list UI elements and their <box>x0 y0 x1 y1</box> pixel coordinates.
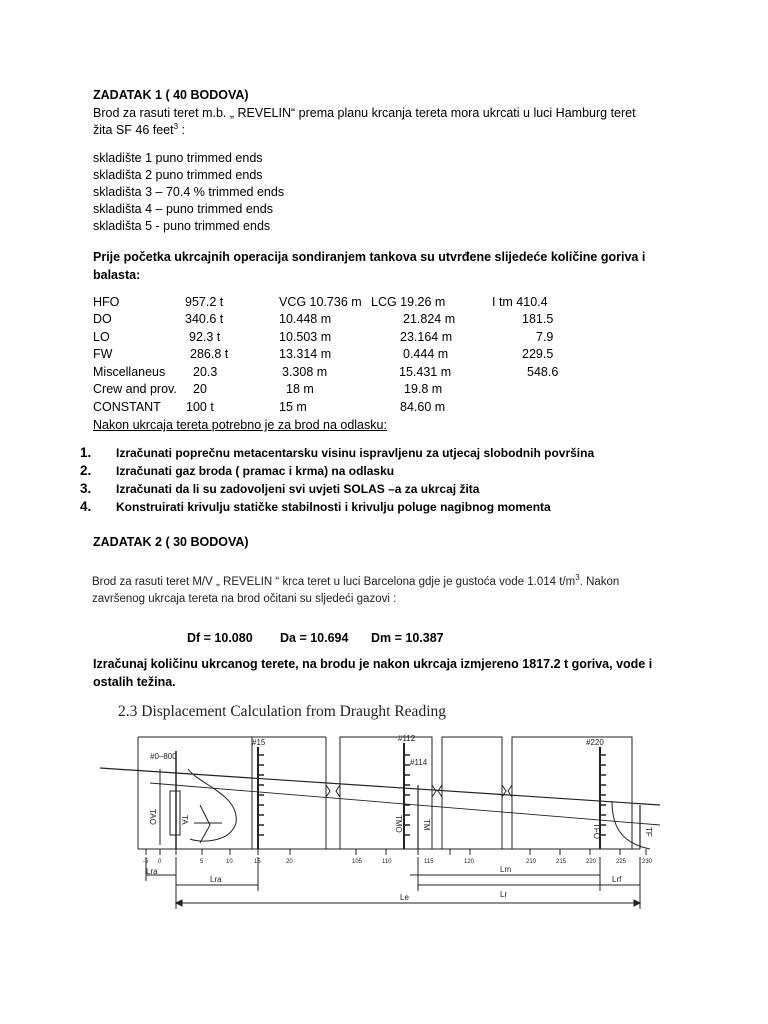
figure-label-frame114: #114 <box>410 758 428 767</box>
table-cell: LO <box>93 330 110 344</box>
figure-label-tfo: TFO <box>592 823 601 839</box>
table-cell: 13.314 m <box>279 347 332 361</box>
figure-label-lm: Lm <box>500 865 512 874</box>
axis-tick-label: 105 <box>352 859 363 865</box>
figure-label-aft-frame: #0–800 <box>150 752 177 761</box>
task-text: Izračunati poprečnu metacentarsku visinu ispravljenu za utjecaj slobodnih površina <box>116 446 595 460</box>
table-cell: 10.503 m <box>279 330 332 344</box>
table-cell: 21.824 m <box>403 312 456 326</box>
figure-label-frame220: #220 <box>586 738 604 747</box>
figure-title: 2.3 Displacement Calculation from Draught Reading <box>118 703 446 720</box>
figure-label-tm: TM <box>422 819 431 831</box>
table-cell: CONSTANT <box>93 400 161 414</box>
table-cell: I tm 410.4 <box>492 295 548 309</box>
figure-label-lrf: Lrf <box>612 875 622 884</box>
task-text: Izračunati gaz broda ( pramac i krma) na odlasku <box>116 464 395 478</box>
table-cell: 10.448 m <box>279 312 332 326</box>
table-cell: Crew and prov. <box>93 382 177 396</box>
table-cell: 957.2 t <box>185 295 224 309</box>
task2-text: Brod za rasuti teret M/V „ REVELIN “ krca teret u luci Barcelona gdje je gustoća vode 1.014 t/m <box>92 576 576 588</box>
table-cell: 100 t <box>186 400 214 414</box>
table-cell: 181.5 <box>522 312 554 326</box>
draft-forward: Df = 10.080 <box>187 631 253 645</box>
task-text: Izračunati da li su zadovoljeni svi uvjeti SOLAS –a za ukrcaj žita <box>116 482 480 496</box>
task-text: Konstruirati krivulju statičke stabilnosti i krivulju poluge nagibnog momenta <box>116 500 551 514</box>
figure-label-tao: TAO <box>148 809 157 825</box>
intro-text: žita SF 46 feet <box>93 123 174 137</box>
figure-label-lr: Lr <box>500 890 508 899</box>
figure-label-frame112: #112 <box>398 734 416 743</box>
axis-tick-label: 5 <box>200 859 204 865</box>
task-number: 4. <box>80 499 92 514</box>
task-number: 1. <box>80 445 92 460</box>
figure-label-lra-small: Lra <box>146 867 158 876</box>
axis-tick-label: 20 <box>286 859 293 865</box>
figure-label-lra: Lra <box>210 875 222 884</box>
task-number: 3. <box>80 481 92 496</box>
draft-aft: Da = 10.694 <box>280 631 349 645</box>
table-cell: VCG 10.736 m <box>279 295 362 309</box>
after-loading-note: Nakon ukrcaja tereta potrebno je za brod na odlasku: <box>93 418 387 432</box>
task2-text-end: . Nakon <box>579 576 620 588</box>
table-cell: 229.5 <box>522 347 554 361</box>
axis-tick-label: 220 <box>586 859 597 865</box>
table-cell: DO <box>93 312 112 326</box>
task1-heading: ZADATAK 1 ( 40 BODOVA) <box>93 88 249 102</box>
table-cell: 15 m <box>279 400 307 414</box>
task1-intro-line1: Brod za rasuti teret m.b. „ REVELIN“ prema planu krcanja tereta mora ukrcati u luci Hamburg teret <box>93 106 636 120</box>
task2-line2: završenog ukrcaja tereta na brod očitani su sljedeći gazovi : <box>92 593 397 605</box>
figure-label-frame15: #15 <box>252 738 266 747</box>
hold-item: skladišta 3 – 70.4 % trimmed ends <box>93 185 285 199</box>
draft-midship: Dm = 10.387 <box>371 631 444 645</box>
intro-text-end: : <box>178 123 186 137</box>
axis-tick-label: 0 <box>158 859 162 865</box>
axis-tick-label: 215 <box>556 859 567 865</box>
table-cell: 23.164 m <box>400 330 453 344</box>
table-cell: 20 <box>193 382 207 396</box>
hold-item: skladišta 5 - puno trimmed ends <box>93 219 271 233</box>
figure-label-le: Le <box>400 893 409 902</box>
task2-superscript: 3 <box>575 573 580 583</box>
axis-tick-label: 115 <box>424 859 434 865</box>
task-number: 2. <box>80 463 92 478</box>
figure-label-ta: TA <box>180 815 189 825</box>
draught-diagram <box>0 725 768 940</box>
axis-tick-label: 210 <box>526 859 537 865</box>
task2-heading: ZADATAK 2 ( 30 BODOVA) <box>93 535 249 549</box>
table-cell: 92.3 t <box>189 330 221 344</box>
table-cell: 548.6 <box>527 365 559 379</box>
intro-superscript: 3 <box>173 121 179 131</box>
table-cell: 0.444 m <box>403 347 449 361</box>
table-cell: Miscellaneus <box>93 365 166 379</box>
task2-line1 <box>92 574 619 590</box>
axis-tick-label: 120 <box>464 859 475 865</box>
axis-tick-label: 230 <box>642 859 653 865</box>
table-cell: 286.8 t <box>190 347 229 361</box>
hold-item: skladište 1 puno trimmed ends <box>93 151 263 165</box>
table-cell: 3.308 m <box>282 365 328 379</box>
table-cell: 15.431 m <box>399 365 452 379</box>
before-loading-line1: Prije početka ukrcajnih operacija sondiranjem tankova su utvrđene slijedeće količine goriva i <box>93 250 646 264</box>
table-cell: 7.9 <box>536 330 554 344</box>
axis-tick-label: 15 <box>254 859 261 865</box>
before-loading-line2: balasta: <box>93 268 141 282</box>
table-cell: 84.60 m <box>400 400 446 414</box>
table-cell: 18 m <box>286 382 314 396</box>
figure-label-tmo: TMO <box>394 815 403 833</box>
task2-question-line2: ostalih težina. <box>93 675 176 689</box>
table-cell: 340.6 t <box>185 312 224 326</box>
table-cell: HFO <box>93 295 120 309</box>
axis-tick-label: -5 <box>143 859 149 865</box>
figure-label-tf: TF <box>644 827 653 837</box>
hold-item: skladišta 2 puno trimmed ends <box>93 168 263 182</box>
task1-intro-line2 <box>93 122 185 139</box>
axis-tick-label: 10 <box>226 859 233 865</box>
table-cell: 19.8 m <box>404 382 443 396</box>
table-cell: 20.3 <box>193 365 218 379</box>
task2-question-line1: Izračunaj količinu ukrcanog terete, na brodu je nakon ukrcaja izmjereno 1817.2 t goriva, vode i <box>93 657 653 671</box>
axis-tick-label: 225 <box>616 859 627 865</box>
table-cell: LCG 19.26 m <box>371 295 446 309</box>
hold-item: skladišta 4 – puno trimmed ends <box>93 202 273 216</box>
axis-tick-label: 110 <box>382 859 392 865</box>
table-cell: FW <box>93 347 113 361</box>
